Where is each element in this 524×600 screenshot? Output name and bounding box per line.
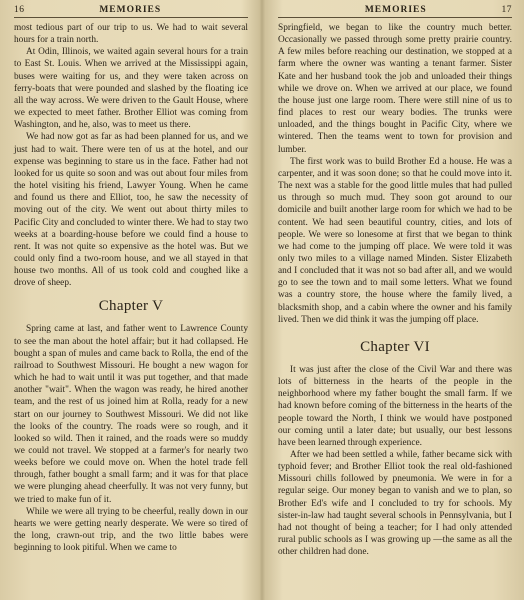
paragraph: It was just after the close of the Civil War and there was lots of bitterness in the hearts of the people in the neighborhood where my father bought the small farm. If we had known before coming of the bitterness in the hearts of the people toward the North, I think we would have postponed our coming until a later date; but usually, our best lessons have been learned through experience. xyxy=(278,364,512,448)
paragraph: We had now got as far as had been planned for us, and we just had to wait. There were ten of us at the hotel, and our expense was beginning to stare us in the face. Father had not looked for us quite so soon and was out about four miles from the hotel visiting his friend, Lawyer Young. When he came and found us there and Elliot, too, he saw the necessity of moving out of the city. We went out about thirty miles to Pacific City and concluded to winter there. We had to stay two weeks at a boarding-house before we could find a house to rent. It was not quite so expensive as the hotel was. But we could only find a two-room house, and we all stayed in that house two months. All of us took cold and coughed like a drove of sheep. xyxy=(14,132,248,289)
paragraph: While we were all trying to be cheerful, really down in our hearts we were getting nearly desperate. We were so tired of the long, crawn-out trip, and the two little babes were beginning to look pitiful. When we came to xyxy=(14,506,248,554)
chapter-heading: Chapter V xyxy=(98,298,164,315)
page-number: 17 xyxy=(501,5,512,15)
left-page xyxy=(0,0,258,600)
body-text xyxy=(14,22,248,554)
chapter-heading: Chapter VI xyxy=(360,338,430,355)
right-page xyxy=(266,0,524,600)
paragraph: Spring came at last, and father went to Lawrence County to see the man about the hotel affair; but it had collapsed. He bought a span of mules and came back to Rolla, the end of the railroad to Southwest Missouri. He bought a new wagon for which he had to wait until it was put together, and that made another "wait". When the wagon was ready, he hired another team, and the rest of us joined him at Rolla, ready for a new start on our journey to Southwest Missouri. We did not like the looks of the country. The roads were so rough, and it looked so wild. Then it rained, and the roads were so muddy we could not travel. We stopped at a farmer's for nearly two weeks before we could move on. When the hotel trade fell through, father bought a small farm; and it was for that place we were plunging ahead cheerfully. It was not very funny, but we tried to make fun of it. xyxy=(14,324,248,505)
paragraph: The first work was to build Brother Ed a house. He was a carpenter, and it was soon done; so that he could move into it. The next was a stable for the good little mules that had pulled us through so much mud. They soon got around to our domicile and built another large room for which we had to be content. We had seen beautiful country, cities, and lots of people. We were so lonesome at first that we began to think we had come to the jumping off place. We were told it was only two miles to a village named Minden. Sister Elizabeth and I concluded that it was not so bad after all, and we would go to see the town and to mail some letters. What we found was a country store, the house where the family lived, a blacksmith shop, and a cabin where the owner and his family lived. Then we did think it was the jumping off place. xyxy=(278,156,512,325)
page-header xyxy=(14,3,248,18)
page-header xyxy=(278,3,512,18)
paragraph: most tedious part of our trip to us. We had to wait several hours for a train north. xyxy=(14,23,248,46)
running-head: MEMORIES xyxy=(364,5,427,15)
running-head: MEMORIES xyxy=(99,5,162,15)
paragraph: After we had been settled a while, father became sick with typhoid fever; and Brother Elliot took the real old-fashioned Missouri chills followed by pneumonia. We were in for a regular seige. Our money began to vanish and we to plan, so Brother Ed's wife and I concluded to try for schools. My sister-in-law had taught several schools in Pennsylvania, but I had not thought of being a teacher; for I had only attended rural public schools as I was growing up —the same as all the other children had done. xyxy=(278,450,512,558)
page-number: 16 xyxy=(14,5,25,15)
paragraph: Springfield, we began to like the country much better. Occasionally we passed through some pretty prairie country. A few miles before reaching our destination, we stopped at a farm where the owner was wanting a tenant farmer. Sister Kate and her husband took the job and unloaded their things while we drove on. When we arrived at our place, we found the house just one large room. There were still nine of us to find places to rest our weary bodies. The trunks were unloaded, and the things bought in Pacific City, where we wintered. Then the teams went to town for provision and lumber. xyxy=(278,23,512,155)
paragraph: At Odin, Illinois, we waited again several hours for a train to East St. Louis. When we arrived at the Mississippi again, buses were waiting for us, and they were taken across on ferry-boats that were pounded and slashed by the floating ice all the way across. We were driven to the Gault House, where we expected to meet father. Brother Elliot was coming from Washington, and he, also, was to meet us there. xyxy=(14,47,248,131)
body-text xyxy=(278,22,512,558)
